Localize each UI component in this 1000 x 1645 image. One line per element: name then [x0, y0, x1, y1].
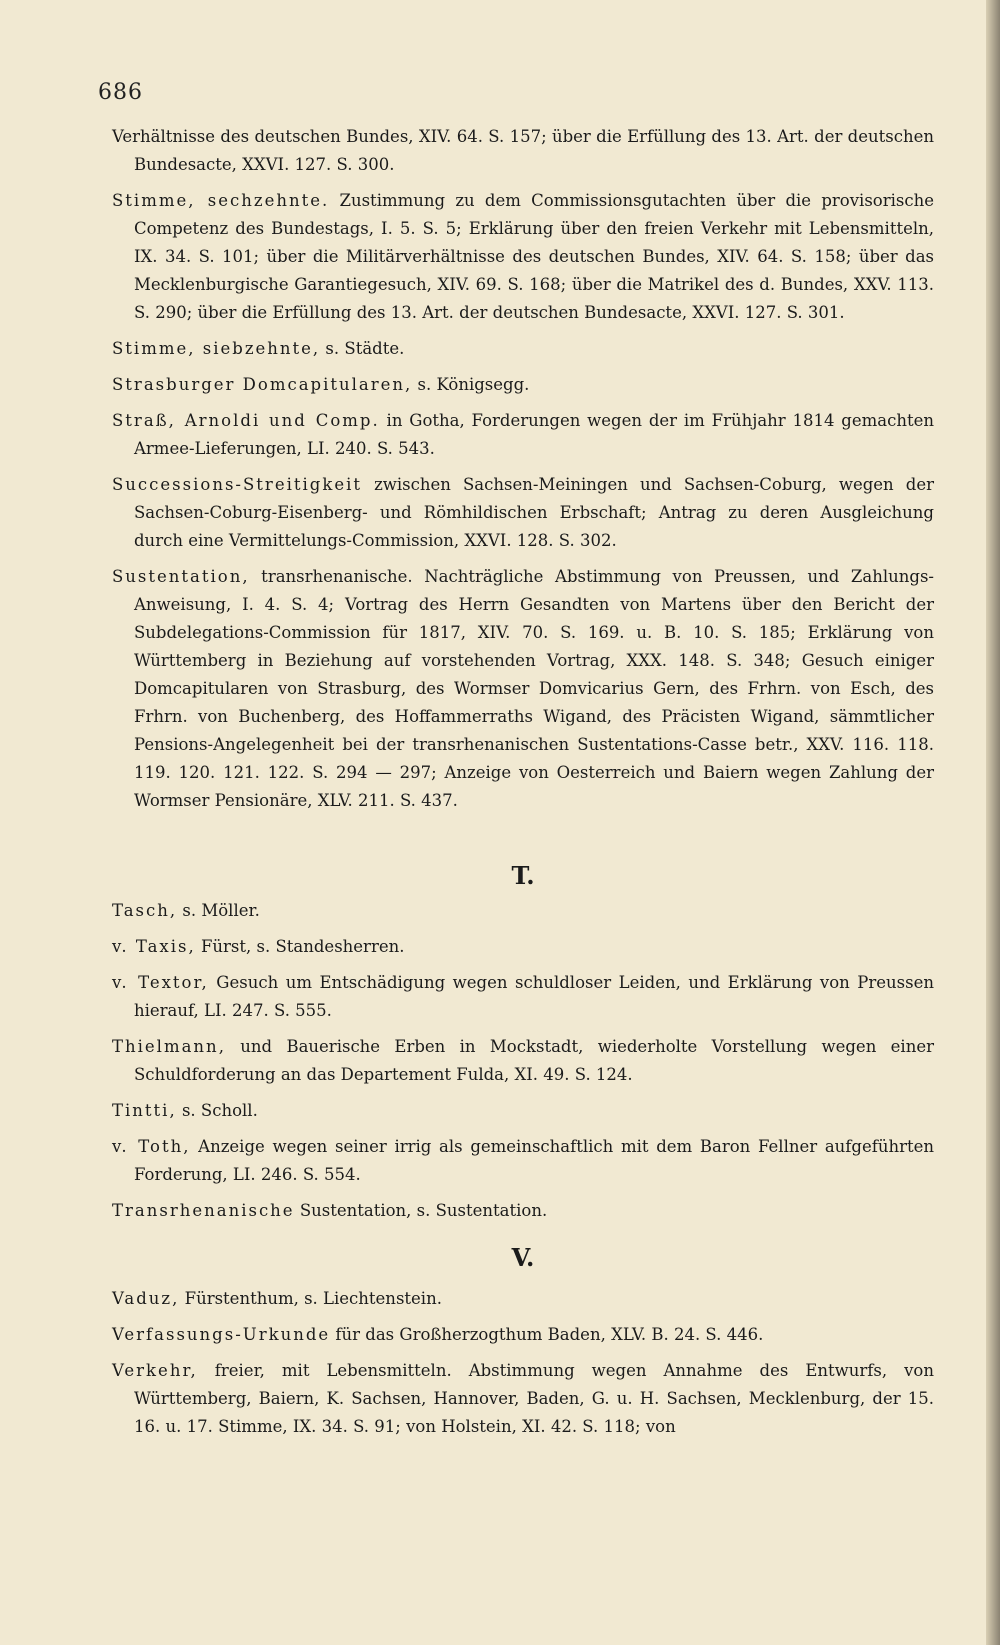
entry-head: Successions-Streitigkeit [112, 475, 362, 494]
entry-text: transrhenanische. Nachträgliche Abstimmung von Preussen, und Zahlungs-Anweisung, I. 4. S. 4; Vortrag des Herrn Gesandten von Martens über den Bericht der Subdelegations-Commission für 1817, XIV. 70. S. 169. u. B. 10. S. 185; Erklärung von Württemberg in Beziehung auf vorstehenden Vortrag, XXX. 148. S. 348; Gesuch einiger Domcapitularen von Strasburg, des Wormser Domvicarius Gern, des Frhrn. von Esch, des Frhrn. von Buchenberg, des Hoffammerraths Wigand, des Präcisten Wigand, sämmtlicher Pensions-Angelegenheit bei der transrhenanischen Sustentations-Casse betr., XXV. 116. 118. 119. 120. 121. 122. S. 294 — 297; Anzeige von Oesterreich und Baiern wegen Zahlung der Wormser Pensionäre, XLV. 211. S. 437. [134, 567, 934, 810]
section-heading-v: V. [511, 1243, 535, 1272]
index-entry [112, 969, 934, 1025]
entry-head: Vaduz, [112, 1289, 180, 1308]
entry-head: v. Textor, [112, 973, 209, 992]
index-entry [112, 371, 934, 399]
index-entry [112, 187, 934, 327]
index-entry [112, 897, 934, 925]
index-entry [112, 1285, 934, 1313]
index-entry [112, 335, 934, 363]
index-entry [112, 1197, 934, 1225]
index-entry [112, 563, 934, 815]
entry-head: Verkehr, [112, 1361, 198, 1380]
index-entry [112, 471, 934, 555]
index-entry [112, 1321, 934, 1349]
entry-text: Sustentation, s. Sustentation. [294, 1201, 548, 1220]
entry-text: Zustimmung zu dem Commissionsgutachten über die provisorische Competenz des Bundestags, I. 5. S. 5; Erklärung über den freien Verkehr mit Lebensmitteln, IX. 34. S. 101; über die Militärverhältnisse des deutschen Bundes, XIV. 64. S. 158; über das Mecklenburgische Garantiegesuch, XIV. 69. S. 168; über die Matrikel des d. Bundes, XXV. 113. S. 290; über die Erfüllung des 13. Art. der deutschen Bundesacte, XXVI. 127. S. 301. [134, 191, 934, 322]
entry-text: s. Scholl. [176, 1101, 258, 1120]
entry-text: Fürstenthum, s. Liechtenstein. [179, 1289, 442, 1308]
index-entry [112, 123, 934, 179]
index-entry [112, 1097, 934, 1125]
index-content [112, 123, 934, 1449]
entry-text: in Gotha, Forderungen wegen der im Frühjahr 1814 gemachten Armee-Lieferungen, LI. 240. S. 543. [134, 411, 935, 458]
entry-text: und Bauerische Erben in Mockstadt, wiederholte Vorstellung wegen einer Schuldforderung an das Departement Fulda, XI. 49. S. 124. [134, 1037, 934, 1084]
entry-text: s. Städte. [320, 339, 405, 358]
index-entry [112, 1133, 934, 1189]
entry-head: Tintti, [112, 1101, 177, 1120]
page-edge-shadow [986, 0, 1000, 1645]
entry-head: Straß, Arnoldi und Comp. [112, 411, 380, 430]
entry-text: für das Großherzogthum Baden, XLV. B. 24. S. 446. [330, 1325, 764, 1344]
entry-text: zwischen Sachsen-Meiningen und Sachsen-Coburg, wegen der Sachsen-Coburg-Eisenberg- und Römhildischen Erbschaft; Antrag zu deren Ausgleichung durch eine Vermittelungs-Commission, XXVI. 128. S. 302. [134, 475, 934, 550]
entry-head: Transrhenanische [112, 1201, 295, 1220]
entry-head: Stimme, sechzehnte. [112, 191, 330, 210]
entry-text: Gesuch um Entschädigung wegen schuldloser Leiden, und Erklärung von Preussen hierauf, LI. 247. S. 555. [134, 973, 934, 1020]
entry-head: v. Taxis, [112, 937, 196, 956]
section-heading-t: T. [511, 861, 535, 890]
entry-head: Strasburger Domcapitularen, [112, 375, 413, 394]
index-entry [112, 407, 934, 463]
entry-text: freier, mit Lebensmitteln. Abstimmung wegen Annahme des Entwurfs, von Württemberg, Baiern, K. Sachsen, Hannover, Baden, G. u. H. Sachsen, Mecklenburg, der 15. 16. u. 17. Stimme, IX. 34. S. 91; von Holstein, XI. 42. S. 118; von [134, 1361, 934, 1436]
entry-text: Fürst, s. Standesherren. [195, 937, 405, 956]
entry-head: Verfassungs-Urkunde [112, 1325, 331, 1344]
entry-head: Thielmann, [112, 1037, 226, 1056]
entry-text: s. Königsegg. [412, 375, 530, 394]
index-entry [112, 933, 934, 961]
index-entry [112, 1033, 934, 1089]
entry-text: s. Möller. [177, 901, 260, 920]
entry-head: Tasch, [112, 901, 178, 920]
entry-head: v. Toth, [112, 1137, 191, 1156]
entry-head: Sustentation, [112, 567, 250, 586]
entry-text: Verhältnisse des deutschen Bundes, XIV. 64. S. 157; über die Erfüllung des 13. Art. der deutschen Bundesacte, XXVI. 127. S. 300. [112, 127, 934, 174]
page-number: 686 [98, 80, 143, 105]
index-entry [112, 1357, 934, 1441]
entry-head: Stimme, siebzehnte, [112, 339, 321, 358]
entry-text: Anzeige wegen seiner irrig als gemeinschaftlich mit dem Baron Fellner aufgeführten Forderung, LI. 246. S. 554. [134, 1137, 935, 1184]
